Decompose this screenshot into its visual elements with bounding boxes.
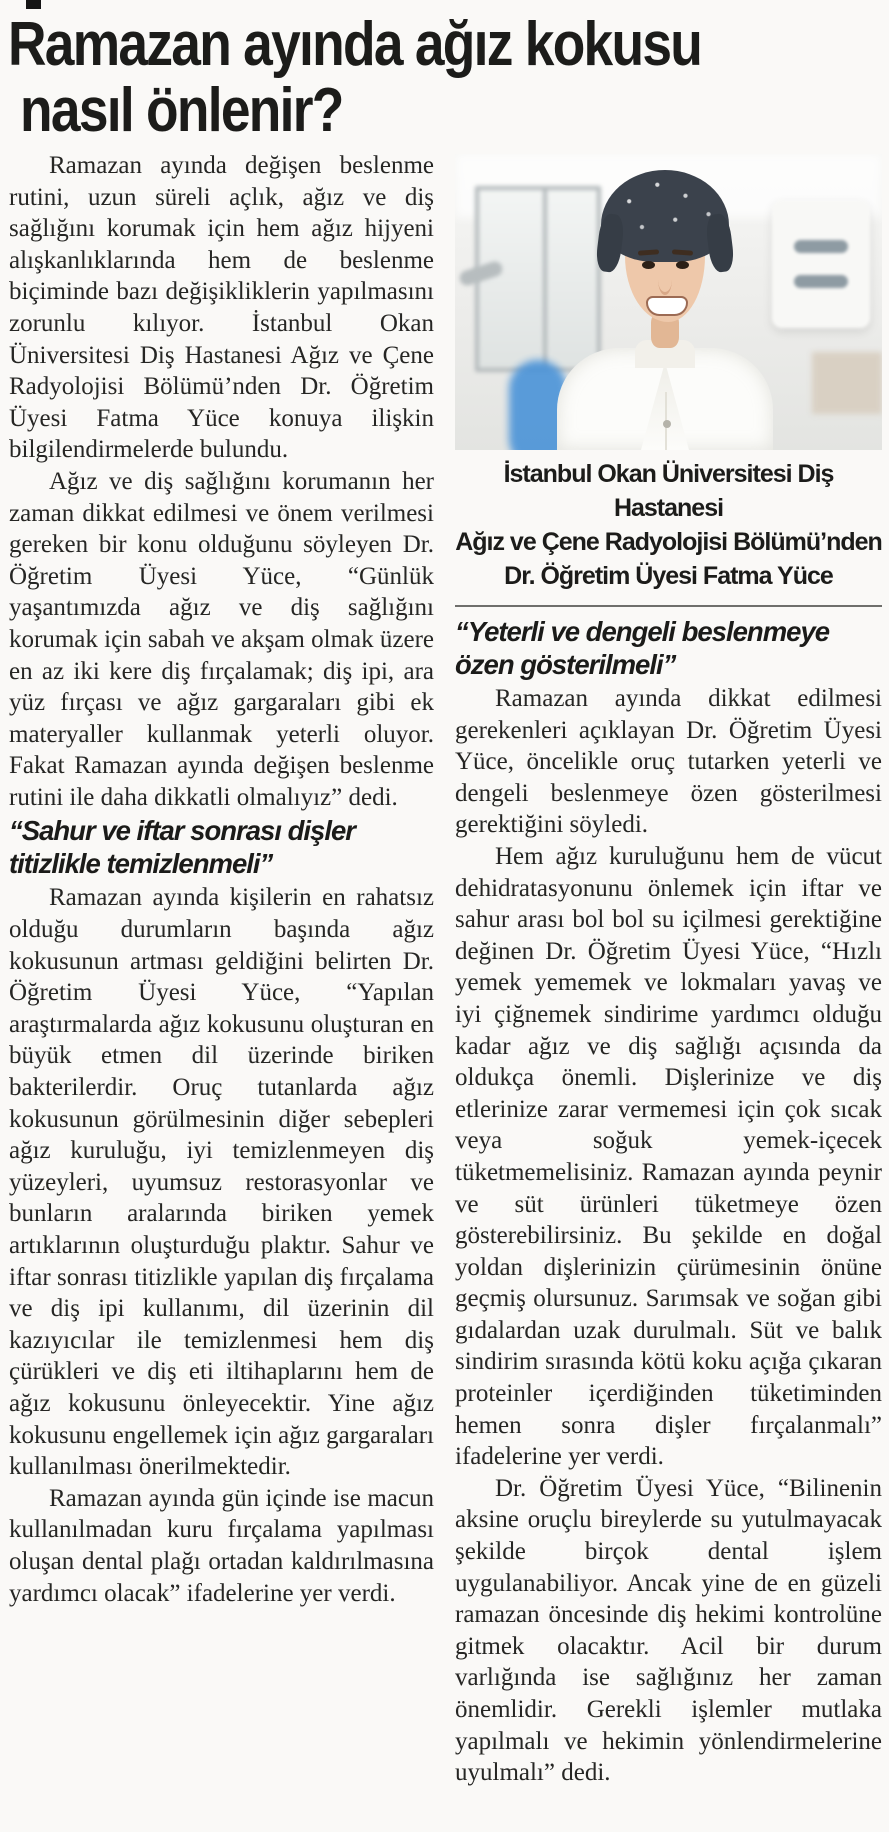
photo-clinic-window <box>475 186 601 372</box>
photo-coat-button <box>663 420 671 428</box>
photo-figure <box>455 154 882 593</box>
photo-cabinet-handle <box>794 275 848 288</box>
photo-caption <box>455 457 882 593</box>
photo-eye <box>642 261 655 269</box>
photo-cabinet-handle <box>794 240 848 253</box>
article-columns <box>0 150 889 1789</box>
photo-smile <box>646 296 688 316</box>
photo-caption-line: İstanbul Okan Üniversitesi Diş Hastanesi <box>503 460 834 522</box>
scan-corner-artifact <box>26 0 41 9</box>
article-paragraph: Hem ağız kuruluğunu hem de vücut dehidratasyonunu önlemek için iftar ve sahur arası bol bol su içilmesi gerektiğine değinen Dr. Öğretim Üyesi Yüce, “Hızlı yemek yememek ve lokmaları yavaş ve iyi çiğnemek sindirime yardımcı olduğu kadar ağız ve diş sağlığı açısında da oldukça önemli. Dişlerinize ve diş etlerinize zarar vermemesi için çok sıcak veya soğuk yemek-içecek tüketmemelisiniz. Ramazan ayında peynir ve süt ürünleri tüketmeye özen gösterebilirsiniz. Bu şekilde en doğal yoldan dişlerinizin çürümesinin önüne geçmiş olursunuz. Sarımsak ve soğan gibi gıdalardan uzak durulmalı. Süt ve balık sindirim sırasında kötü koku açığa çıkaran proteinler içerdiğinden tüketiminden hemen sonra dişler fırçalanmalı” ifadelerine yer verdi. <box>455 842 882 1471</box>
dentist-portrait-photo <box>455 154 882 450</box>
photo-clinic-cabinet <box>772 200 870 328</box>
photo-caption-line: Dr. Öğretim Üyesi Fatma Yüce <box>504 562 833 590</box>
headline-line-1: Ramazan ayında ağız kokusu <box>8 10 702 79</box>
photo-clinic-shelf <box>812 352 882 414</box>
photo-caption-line: Ağız ve Çene Radyolojisi Bölümü’nden <box>455 528 882 556</box>
left-column <box>9 150 434 1609</box>
article-paragraph: Ramazan ayında kişilerin en rahatsız olduğu durumların başında ağız kokusunun artması geldiğini belirten Dr. Öğretim Üyesi Yüce, “Yapılan araştırmalarda ağız kokusunu oluşturan en büyük etmen dil üzerinde biriken bakterilerdir. Oruç tutanlarda ağız kokusunun görülmesinin diğer sebepleri ağız kuruluğu, iyi temizlenmeyen diş yüzeyleri, uyumsuz restorasyonlar ve bunların aralarında biriken yemek artıklarının oluşturduğu plaktır. Sahur ve iftar sonrası titizlikle yapılan diş fırçalama ve diş ipi kullanımı, dil üzerinin dil kazıyıcılar ile temizlenmesi hem diş çürükleri ve diş eti iltihaplarını hem de ağız kokusunu önleyecektir. Yine ağız kokusunu engellemek için ağız gargaraları kullanılması önerilmektedir. <box>9 884 434 1481</box>
article-paragraph: Ramazan ayında değişen beslenme rutini, uzun süreli açlık, ağız ve diş sağlığını korumak için hem ağız hijyeni alışkanlıklarında hem de beslenme biçiminde bazı değişikliklerin yapılmasını zorunlu kılıyor. İstanbul Okan Üniversitesi Diş Hastanesi Ağız ve Çene Radyolojisi Bölümü’nden Dr. Öğretim Üyesi Fatma Yüce konuya ilişkin bilgilendirmelerde bulundu. <box>9 152 434 464</box>
article-paragraph: Ramazan ayında dikkat edilmesi gerekenleri açıklayan Dr. Öğretim Üyesi Yüce, öncelikle oruç tutarken yeterli ve dengeli beslenmeye özen gösterilmesi gerektiğini söyledi. <box>455 685 882 839</box>
subheading-left: “Sahur ve iftar sonrası dişler titizlikle temizlenmeli” <box>9 815 355 880</box>
article-paragraph: Dr. Öğretim Üyesi Yüce, “Bilinenin aksine oruçlu bireylerde su yutulmayacak şekilde birçok dental işlem uygulanabiliyor. Ancak yine de en güzeli ramazan öncesinde diş hekimi kontrolüne gitmek olacaktır. Acil bir durum varlığında ise sağlığınız her zaman önemlidir. Gerekli işlemler mutlaka yapılmalı ve hekimin yönlendirmelerine uyulmalı” dedi. <box>455 1474 882 1787</box>
article-headline <box>8 12 883 144</box>
caption-divider-rule <box>455 605 882 607</box>
article-paragraph: Ağız ve diş sağlığını korumanın her zaman dikkat edilmesi ve önem verilmesi gereken bir konu olduğunu söyleyen Dr. Öğretim Üyesi Yüce, “Günlük yaşantımızda ağız ve diş sağlığını korumak için sabah ve akşam olmak üzere en az iki kere diş fırçalamak; diş ipi, ara yüz fırçası ve ağız gargaraları gibi ek materyaller kullanmak yeterli oluyor. Fakat Ramazan ayında değişen beslenme rutini ile daha dikkatli olmalıyız” dedi. <box>9 467 434 811</box>
article-paragraph: Ramazan ayında gün içinde ise macun kullanılmadan kuru fırçalama yapılması oluşan dental plağı ortadan kaldırılmasına yardımcı olacak” ifadelerine yer verdi. <box>9 1484 434 1607</box>
photo-nose <box>658 264 672 295</box>
subheading-right: “Yeterli ve dengeli beslenmeye özen gösterilmeli” <box>455 616 830 680</box>
right-column <box>455 150 882 1789</box>
photo-eye <box>676 261 689 269</box>
headline-line-2: nasıl önlenir? <box>20 76 343 145</box>
